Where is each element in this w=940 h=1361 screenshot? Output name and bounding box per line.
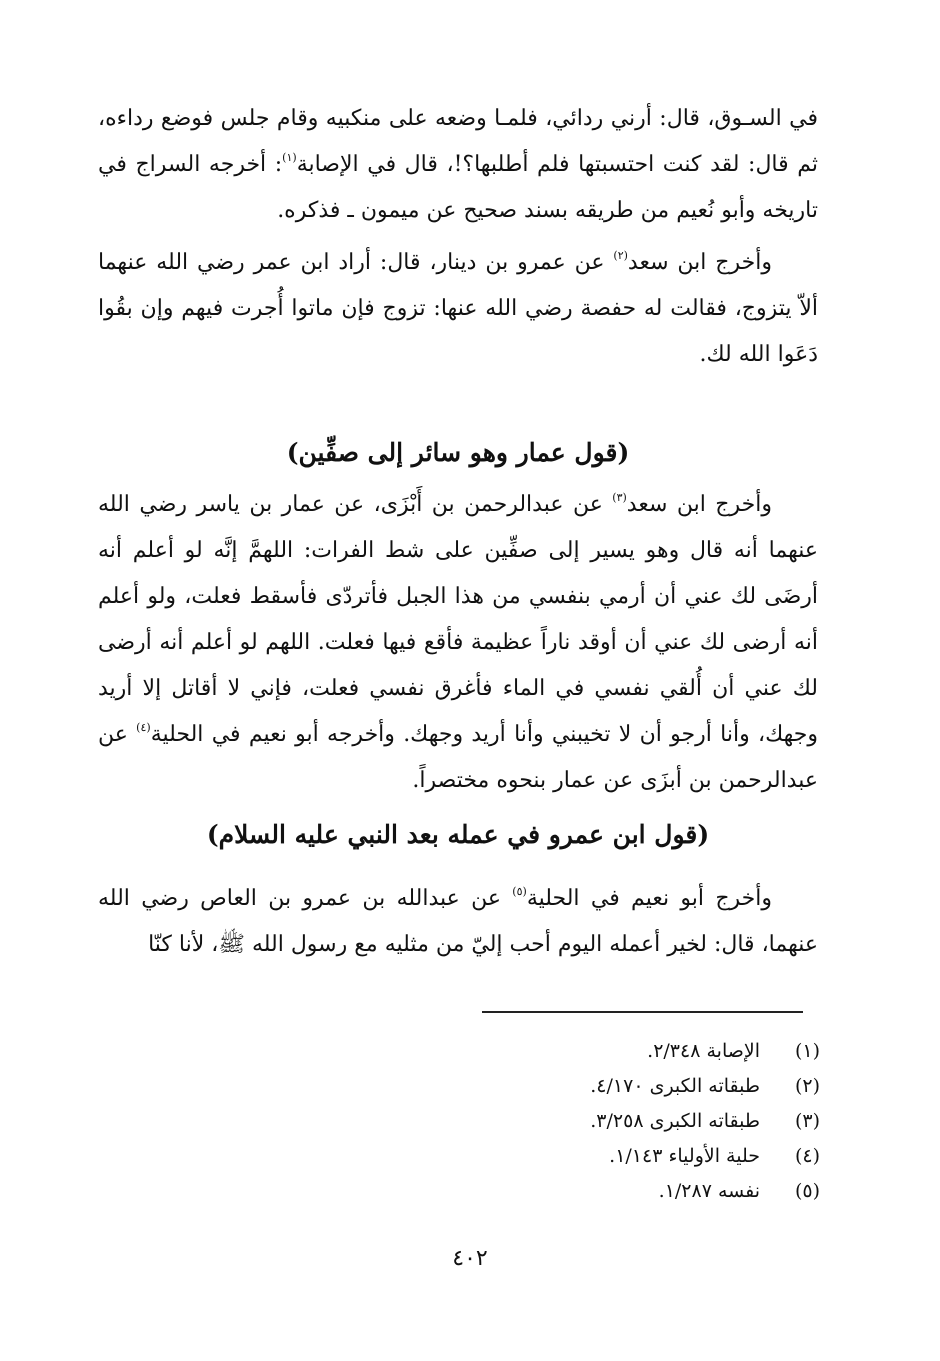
footnote-reference: (٤) [136, 721, 151, 734]
paragraph [98, 482, 818, 804]
footnote-text: نفسه ١/٢٨٧. [658, 1180, 760, 1202]
footnote-divider [482, 1011, 803, 1013]
footnote-reference: (١) [282, 151, 297, 164]
page-number: ٤٠٢ [452, 1246, 488, 1271]
paragraph-text: وأخرج أبو نعيم في الحلية [526, 886, 772, 911]
ibn-saad-paragraph [98, 240, 818, 378]
footnote-text: طبقاته الكبرى ٣/٢٥٨. [590, 1110, 760, 1132]
footnote-reference: (٣) [612, 491, 627, 504]
footnote-number: (٤) [794, 1145, 820, 1167]
footnote-reference: (٢) [613, 249, 628, 262]
footnote-text: الإصابة ٢/٣٤٨. [647, 1040, 760, 1062]
paragraph-text: : أخرجه السراج في تاريخه وأبو نُعيم من طريقه بسند صحيح عن ميمون ـ فذكره. [98, 152, 818, 223]
footnote-number: (٢) [794, 1075, 820, 1097]
footnote-reference: (٥) [512, 885, 527, 898]
paragraph-text: عن عمرو بن دينار، قال: أراد ابن عمر رضي الله عنهما ألاّ يتزوج، فقالت له حفصة رضي الله عنها: تزوج فإن ماتوا أُجرت فيهم وإن بقُوا دَعَوا الله لك. [98, 250, 818, 367]
footnote-item [380, 1104, 820, 1139]
paragraph-text: في السـوق، قال: أرني ردائي، فلمـا وضعه على منكبيه وقام جلس فوضع رداءه، ثم قال: لقد كنت احتسبتها فلم أطلبها؟!، قال في الإصابة [98, 106, 818, 177]
paragraph [98, 96, 818, 234]
section-heading: (قول عمار وهو سائر إلى صفِّين) [286, 438, 630, 467]
ammar-paragraph [98, 482, 818, 804]
footnote-item [380, 1034, 820, 1069]
paragraph [98, 876, 818, 968]
paragraph-text: عن عبدالرحمن بن أَبْزَى، عن عمار بن ياسر رضي الله عنهما أنه قال وهو يسير إلى صفِّين على شط الفرات: اللهمَّ إنَّه لو أعلم أنه أرضَى لك عني أن أرمي بنفسي من هذا الجبل فأتردّى فأسقط فعلت، ولو أعلم أنه أرضى لك عني أن أوقد ناراً عظيمة فأقع فيها فعلت. اللهم لو أعلم أنه أرضى لك عني أن أُلقي نفسي في الماء فأغرق نفسي فعلت، فإني لا أقاتل إلا أريد وجهك، وأنا أرجو أن لا تخيبني وأنا أريد وجهك. وأخرجه أبو نعيم في الحلية [98, 492, 819, 747]
footnote-text: حلية الأولياء ١/١٤٣. [609, 1145, 760, 1167]
paragraph-text: عن عبدالرحمن بن أبزَى عن عمار بنحوه مختصراً. [98, 722, 818, 793]
opening-paragraph [98, 96, 818, 234]
paragraph-text: وأخرج ابن سعد [627, 250, 772, 275]
footnote-number: (٣) [794, 1110, 820, 1132]
section-heading: (قول ابن عمرو في عمله بعد النبي عليه السلام) [206, 820, 710, 849]
footnotes-list [380, 1034, 820, 1209]
paragraph-text: وأخرج ابن سعد [626, 492, 772, 517]
paragraph [98, 240, 818, 378]
footnote-number: (١) [794, 1040, 820, 1062]
footnote-item [380, 1174, 820, 1209]
footnote-number: (٥) [794, 1180, 820, 1202]
footnote-item [380, 1139, 820, 1174]
footnote-item [380, 1069, 820, 1104]
paragraph-text: عن عبدالله بن عمرو بن العاص رضي الله عنهما، قال: لخير أعمله اليوم أحب إليّ من مثليه مع رسول الله ﷺ، لأنا كنّا [98, 886, 818, 957]
footnote-text: طبقاته الكبرى ٤/١٧٠. [590, 1075, 760, 1097]
ibn-amr-paragraph [98, 876, 818, 968]
